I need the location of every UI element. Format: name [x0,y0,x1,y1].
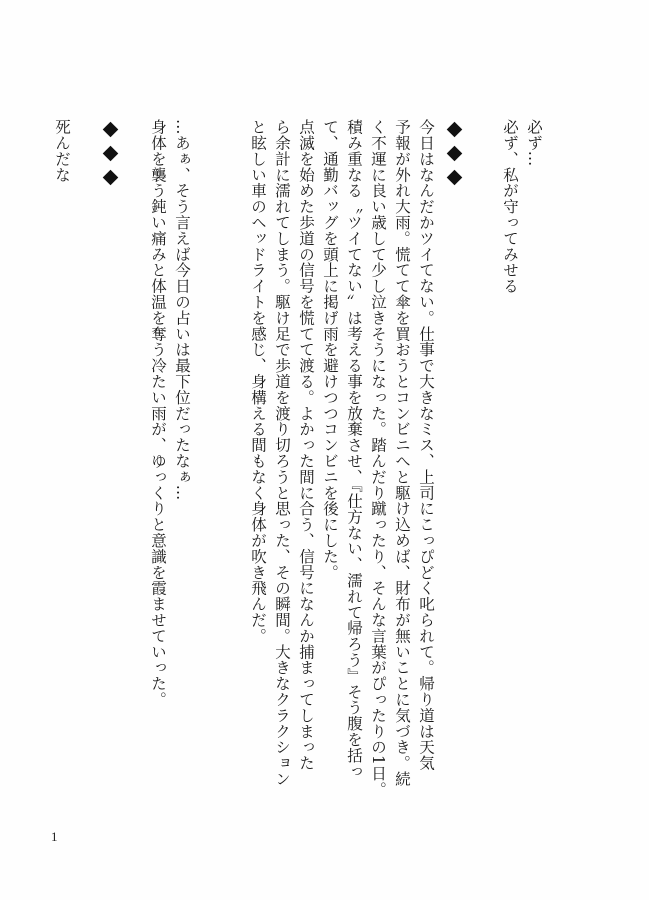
text-line: 身体を襲う鈍い痛みと体温を奪う冷たい雨が、ゆっくりと意識を霞ませていった。 [149,119,167,708]
section-separator [98,119,122,191]
diamond-icon [446,170,462,186]
diamond-icon [446,146,462,162]
text-line: 予報が外れ大雨。慌てて傘を買おうとコンビニへと駆け込めば、財布が無いことに気づき。続 [393,119,411,787]
text-line: …あぁ、そう言えば今日の占いは最下位だったなぁ… [173,119,191,501]
text-line: 点滅を始めた歩道の信号を慌てて渡る。よかった間に合う、信号になんか捕まってしまった [297,119,315,771]
text-line: と眩しい車のヘッドライトを感じ、身構える間もなく身体が吹き飛んだ。 [249,119,267,644]
text-line: 必ず… [525,119,543,167]
diamond-icon [446,122,462,138]
text-line: く不運に良い歳して少し泣きそうになった。踏んだり蹴ったり、そんな言葉がぴったりの1日。 [369,119,387,798]
text-line: 必ず、私が守ってみせる [501,119,519,294]
text-line: ら余計に濡れてしまう。駆け足で歩道を渡り切ろうと思った、その瞬間。大きなクラクション [273,119,291,787]
diamond-icon [102,170,118,186]
text-line: て、通勤バッグを頭上に掲げ雨を避けつつコンビニを後にした。 [321,119,339,581]
page-number: 1 [51,829,58,844]
section-separator [442,119,466,191]
text-line: 今日はなんだかツイてない。仕事で大きなミス、上司にこっぴどく叱られて。帰り道は天気 [417,119,435,771]
diamond-icon [102,146,118,162]
text-line: 積み重なる〝ツイてない〟は考える事を放棄させ、『仕方ない、濡れて帰ろう』そう腹を括っ [345,119,363,780]
diamond-icon [102,122,118,138]
text-line: 死んだな [53,119,71,183]
